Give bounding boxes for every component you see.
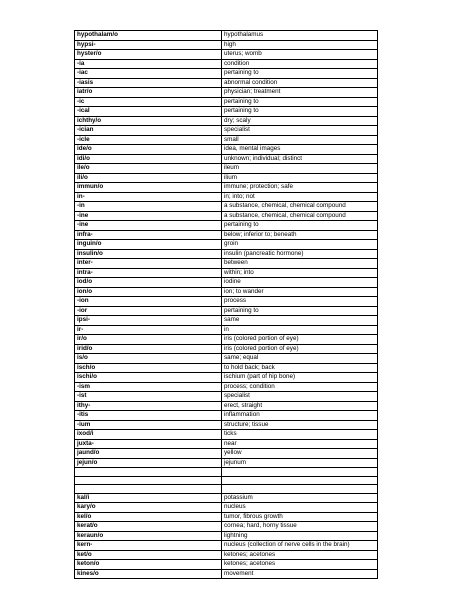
term-cell: -in	[75, 202, 222, 212]
term-cell: -icle	[75, 135, 222, 145]
definition-cell: between	[222, 259, 378, 269]
definition-cell: iris (colored portion of eye)	[222, 344, 378, 354]
definition-cell: jejunum	[222, 458, 378, 468]
table-row	[75, 183, 378, 193]
term-cell: ket/o	[75, 550, 222, 560]
definition-cell: ischium (part of hip bone)	[222, 373, 378, 383]
terms-table	[74, 30, 378, 579]
table-row	[75, 401, 378, 411]
table-row	[75, 154, 378, 164]
term-cell: keton/o	[75, 560, 222, 570]
table-row	[75, 97, 378, 107]
table-row	[75, 135, 378, 145]
term-cell: ixod/i	[75, 430, 222, 440]
table-row	[75, 439, 378, 449]
term-cell: irid/o	[75, 344, 222, 354]
term-cell: inguin/o	[75, 240, 222, 250]
term-cell: ipsi-	[75, 316, 222, 326]
term-cell: -iasis	[75, 78, 222, 88]
definition-cell: unknown; individual; distinct	[222, 154, 378, 164]
table-row	[75, 116, 378, 126]
table-row	[75, 503, 378, 513]
definition-cell: pertaining to	[222, 69, 378, 79]
definition-cell: specialist	[222, 126, 378, 136]
table-row	[75, 550, 378, 560]
definition-cell: idea, mental images	[222, 145, 378, 155]
definition-cell: inflammation	[222, 411, 378, 421]
table-row	[75, 411, 378, 421]
table-row	[75, 40, 378, 50]
term-cell: insulin/o	[75, 249, 222, 259]
term-cell: -iac	[75, 69, 222, 79]
term-cell: ili/o	[75, 173, 222, 183]
definition-cell: process; condition	[222, 382, 378, 392]
term-cell: in-	[75, 192, 222, 202]
term-cell: -ic	[75, 97, 222, 107]
term-cell: inter-	[75, 259, 222, 269]
table-row	[75, 202, 378, 212]
definition-cell: in	[222, 325, 378, 335]
table-row	[75, 569, 378, 579]
definition-cell: structure; tissue	[222, 420, 378, 430]
definition-cell	[222, 476, 378, 485]
term-cell: -ical	[75, 107, 222, 117]
term-cell	[75, 485, 222, 494]
definition-cell	[222, 485, 378, 494]
definition-cell: ketones; acetones	[222, 550, 378, 560]
term-cell: intra-	[75, 268, 222, 278]
definition-cell: ketones; acetones	[222, 560, 378, 570]
term-cell: -ia	[75, 59, 222, 69]
definition-cell: abnormal condition	[222, 78, 378, 88]
term-cell: ide/o	[75, 145, 222, 155]
term-cell: -itis	[75, 411, 222, 421]
table-row	[75, 344, 378, 354]
term-cell: iod/o	[75, 278, 222, 288]
definition-cell: cornea; hard, horny tissue	[222, 522, 378, 532]
table-row	[75, 306, 378, 316]
definition-cell: within; into	[222, 268, 378, 278]
table-row	[75, 382, 378, 392]
term-cell: ichthy/o	[75, 116, 222, 126]
table-row	[75, 50, 378, 60]
term-cell: is/o	[75, 354, 222, 364]
table-row	[75, 373, 378, 383]
term-cell: hypothalam/o	[75, 31, 222, 41]
term-cell: -ism	[75, 382, 222, 392]
table-row	[75, 287, 378, 297]
term-cell: ion/o	[75, 287, 222, 297]
table-row	[75, 531, 378, 541]
table-row	[75, 363, 378, 373]
definition-cell: nucleus (collection of nerve cells in the brain)	[222, 541, 378, 551]
definition-cell: hypothalamus	[222, 31, 378, 41]
definition-cell: erect, straight	[222, 401, 378, 411]
term-cell: hyster/o	[75, 50, 222, 60]
table-row	[75, 458, 378, 468]
term-cell: kerat/o	[75, 522, 222, 532]
table-row	[75, 88, 378, 98]
definition-cell: same	[222, 316, 378, 326]
term-cell: isch/o	[75, 363, 222, 373]
definition-cell: pertaining to	[222, 107, 378, 117]
table-row	[75, 107, 378, 117]
term-cell: -ior	[75, 306, 222, 316]
table-row	[75, 493, 378, 503]
term-cell: hypsi-	[75, 40, 222, 50]
table-row	[75, 211, 378, 221]
term-cell: ischi/o	[75, 373, 222, 383]
definition-cell: high	[222, 40, 378, 50]
table-row	[75, 485, 378, 494]
term-cell: ir-	[75, 325, 222, 335]
table-row	[75, 126, 378, 136]
definition-cell: pertaining to	[222, 221, 378, 231]
definition-cell: ilium	[222, 173, 378, 183]
term-cell: kal/i	[75, 493, 222, 503]
table-row	[75, 335, 378, 345]
term-cell: idi/o	[75, 154, 222, 164]
table-row	[75, 354, 378, 364]
table-row	[75, 325, 378, 335]
definition-cell: specialist	[222, 392, 378, 402]
table-row	[75, 164, 378, 174]
table-row	[75, 59, 378, 69]
table-row	[75, 221, 378, 231]
definition-cell: nucleus	[222, 503, 378, 513]
term-cell: ithy-	[75, 401, 222, 411]
table-row	[75, 316, 378, 326]
definition-cell: near	[222, 439, 378, 449]
term-cell: -ion	[75, 297, 222, 307]
table-row	[75, 249, 378, 259]
table-row	[75, 420, 378, 430]
definition-cell: in; into; not	[222, 192, 378, 202]
definition-cell: below; inferior to; beneath	[222, 230, 378, 240]
definition-cell: groin	[222, 240, 378, 250]
definition-cell: ticks	[222, 430, 378, 440]
table-row	[75, 268, 378, 278]
term-cell: juxta-	[75, 439, 222, 449]
term-cell: immun/o	[75, 183, 222, 193]
definition-cell: process	[222, 297, 378, 307]
table-row	[75, 430, 378, 440]
definition-cell: a substance, chemical, chemical compound	[222, 202, 378, 212]
table-row	[75, 560, 378, 570]
definition-cell: insulin (pancreatic hormone)	[222, 249, 378, 259]
term-cell: jejun/o	[75, 458, 222, 468]
definition-cell: condition	[222, 59, 378, 69]
table-row	[75, 541, 378, 551]
table-row	[75, 297, 378, 307]
term-cell: kines/o	[75, 569, 222, 579]
table-row	[75, 69, 378, 79]
term-cell: jaund/o	[75, 449, 222, 459]
term-cell: -ine	[75, 221, 222, 231]
term-cell: ir/o	[75, 335, 222, 345]
definition-cell: physician; treatment	[222, 88, 378, 98]
definition-cell: tumor, fibrous growth	[222, 512, 378, 522]
definition-cell: iodine	[222, 278, 378, 288]
table-row	[75, 173, 378, 183]
definition-cell: a substance, chemical, chemical compound	[222, 211, 378, 221]
definition-cell: pertaining to	[222, 97, 378, 107]
table-row	[75, 78, 378, 88]
definition-cell: lightning	[222, 531, 378, 541]
table-row	[75, 145, 378, 155]
definition-cell: yellow	[222, 449, 378, 459]
table-row	[75, 259, 378, 269]
table-row	[75, 31, 378, 41]
definition-cell	[222, 468, 378, 477]
term-cell: kary/o	[75, 503, 222, 513]
term-cell: -ist	[75, 392, 222, 402]
term-cell: -ine	[75, 211, 222, 221]
table-row	[75, 449, 378, 459]
table-row	[75, 240, 378, 250]
term-cell: kel/o	[75, 512, 222, 522]
table-row	[75, 512, 378, 522]
term-cell: -ium	[75, 420, 222, 430]
terms-table-body	[75, 31, 378, 579]
term-cell: kern-	[75, 541, 222, 551]
table-row	[75, 278, 378, 288]
table-row	[75, 468, 378, 477]
term-cell: infra-	[75, 230, 222, 240]
term-cell: iatr/o	[75, 88, 222, 98]
term-cell: keraun/o	[75, 531, 222, 541]
table-row	[75, 522, 378, 532]
table-row	[75, 192, 378, 202]
definition-cell: to hold back; back	[222, 363, 378, 373]
term-cell: -ician	[75, 126, 222, 136]
definition-cell: pertaining to	[222, 306, 378, 316]
definition-cell: ileum	[222, 164, 378, 174]
definition-cell: iris (colored portion of eye)	[222, 335, 378, 345]
table-row	[75, 392, 378, 402]
definition-cell: movement	[222, 569, 378, 579]
definition-cell: same; equal	[222, 354, 378, 364]
definition-cell: immune; protection; safe	[222, 183, 378, 193]
table-row	[75, 230, 378, 240]
definition-cell: potassium	[222, 493, 378, 503]
table-row	[75, 476, 378, 485]
definition-cell: uterus; womb	[222, 50, 378, 60]
term-cell	[75, 476, 222, 485]
term-cell	[75, 468, 222, 477]
definition-cell: small	[222, 135, 378, 145]
term-cell: ile/o	[75, 164, 222, 174]
definition-cell: ion; to wander	[222, 287, 378, 297]
definition-cell: dry; scaly	[222, 116, 378, 126]
